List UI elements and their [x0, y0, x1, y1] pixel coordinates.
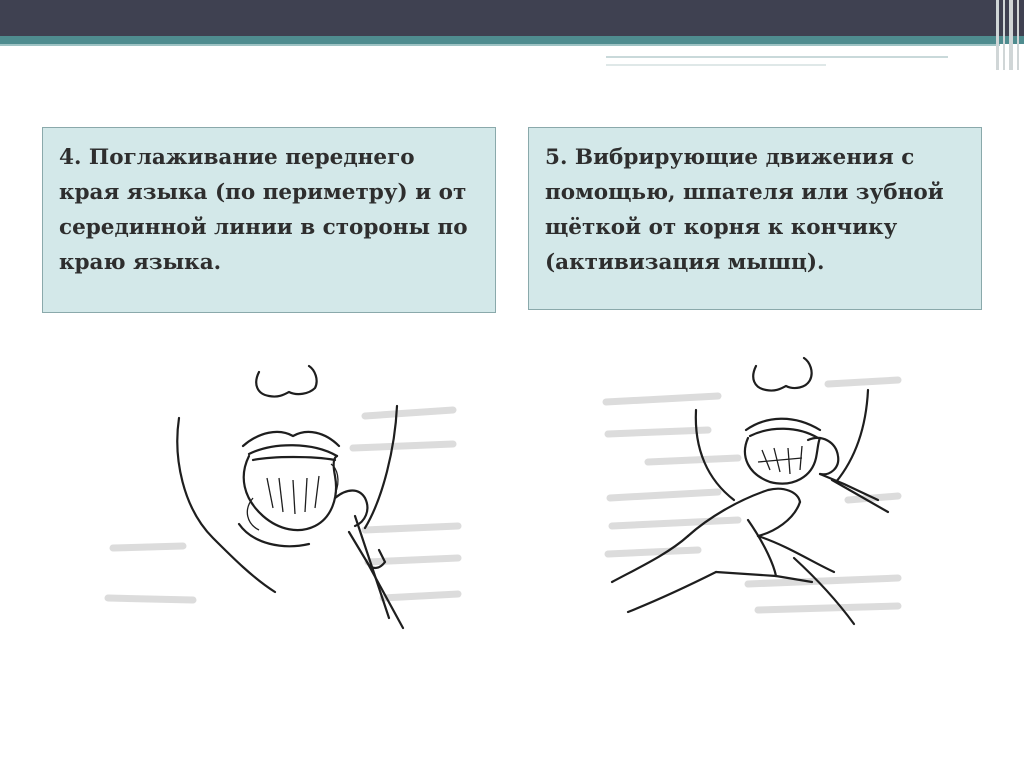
decor-stripe: [1003, 0, 1005, 70]
decor-stripe: [1009, 0, 1013, 70]
illustration-tongue-vibration: [598, 350, 906, 630]
illustration-tongue-stroking: [103, 348, 465, 630]
decor-stripe: [996, 0, 999, 70]
step-5-text: 5. Вибрирующие движения с помощью, шпателя или зубной щёткой от корня к кончику (активизация мышц).: [545, 145, 944, 275]
accent-bar: [0, 36, 1024, 44]
step-4-text: 4. Поглаживание переднего края языка (по периметру) и от серединной линии в стороны по краю языка.: [59, 145, 468, 275]
decor-line: [606, 64, 826, 66]
decor-line: [606, 56, 948, 58]
text-box-step-4: [42, 127, 496, 313]
accent-line: [0, 44, 1000, 46]
header-bar: [0, 0, 1024, 36]
text-box-step-5: [528, 127, 982, 310]
decor-stripe: [1017, 0, 1019, 70]
